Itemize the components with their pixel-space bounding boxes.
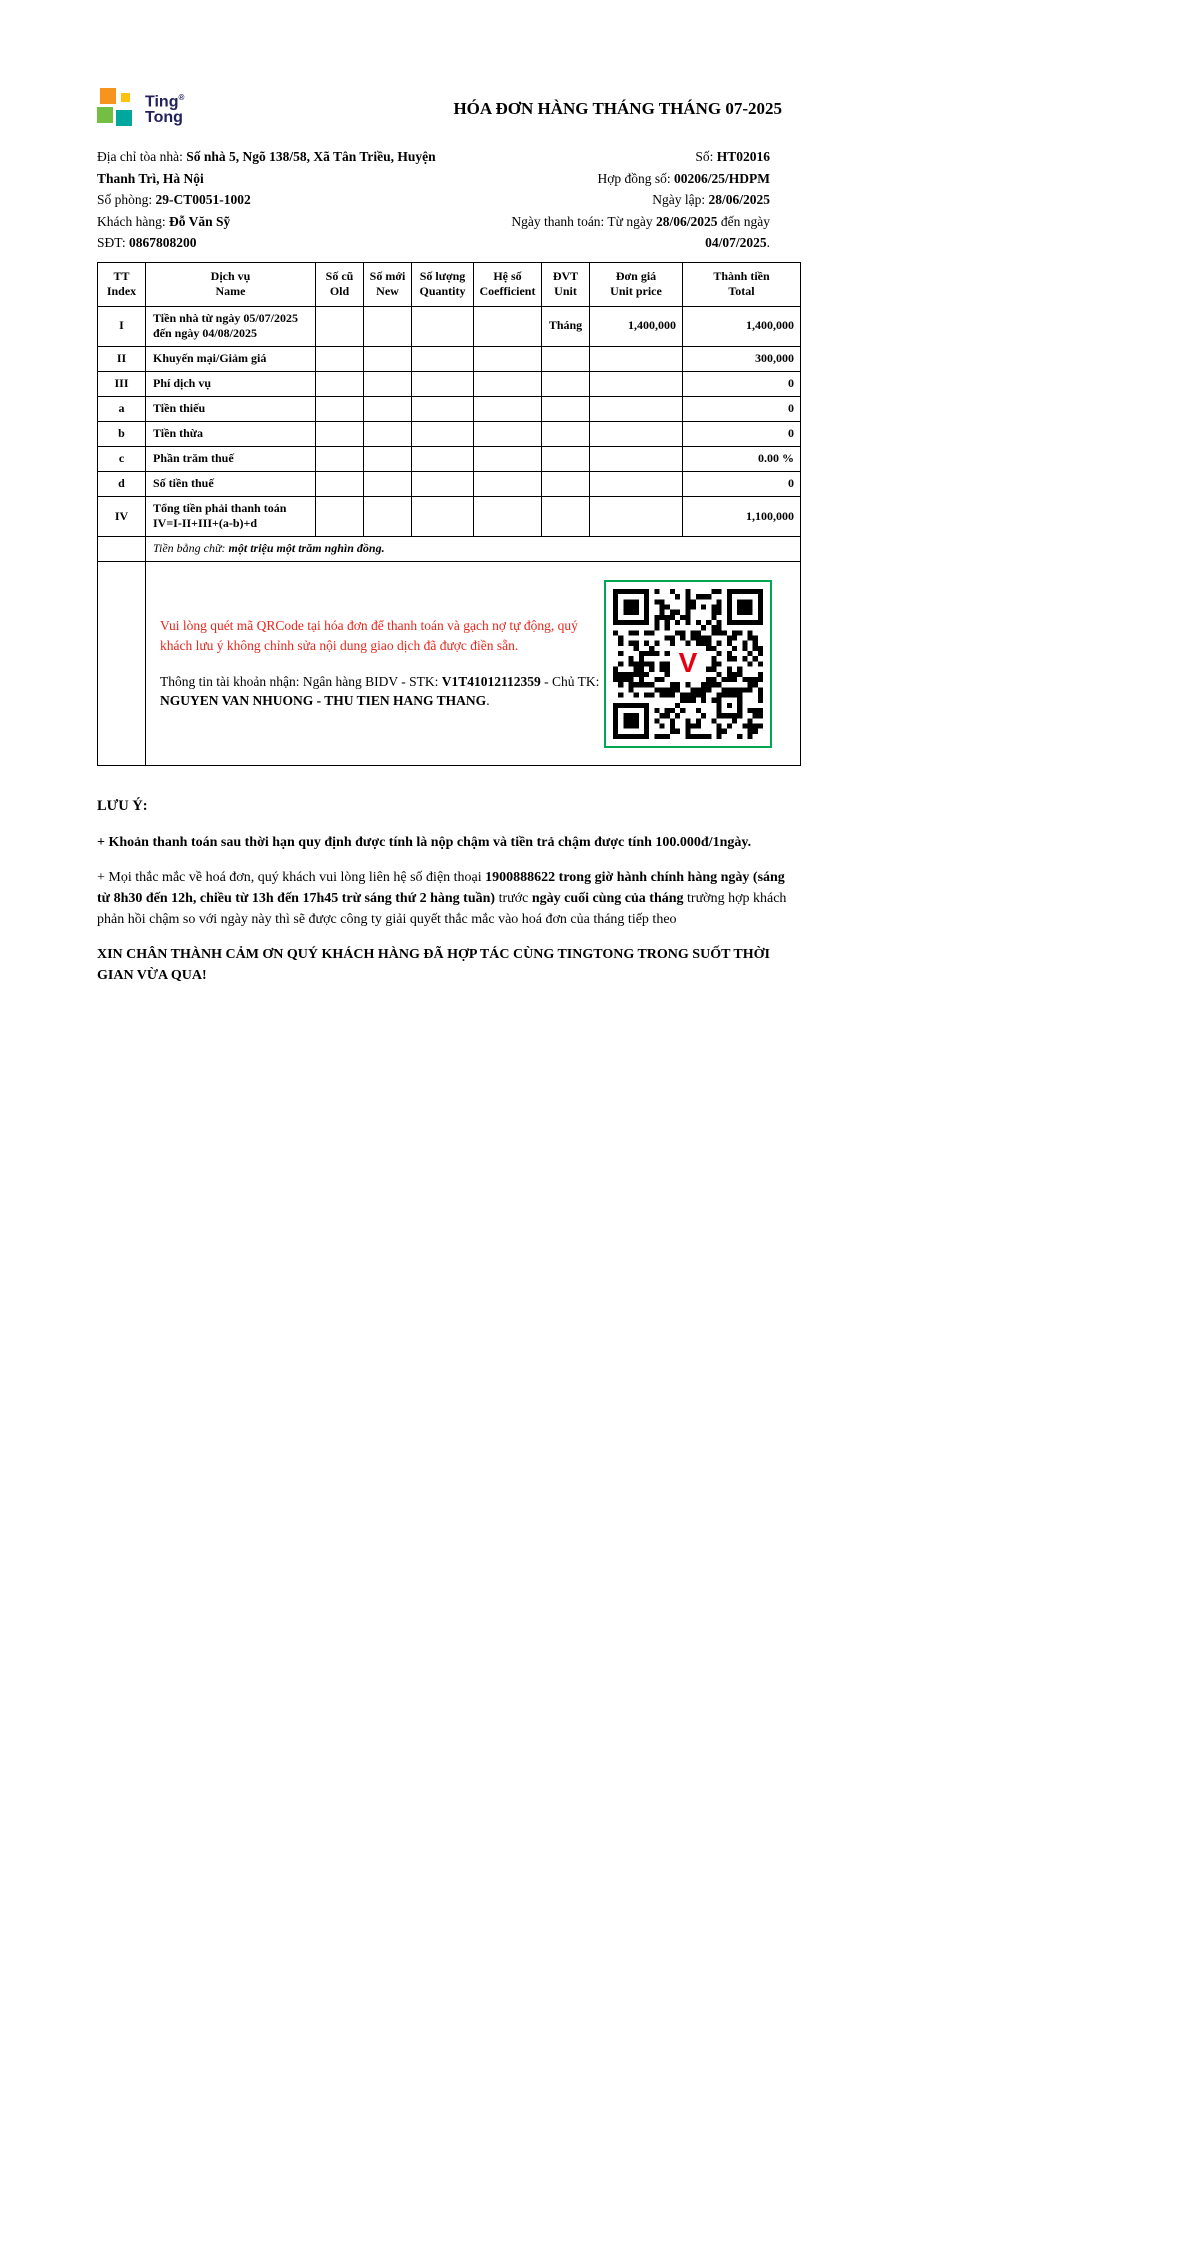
cell-qty xyxy=(412,371,474,396)
qr-payment-cell xyxy=(146,562,801,766)
cell-qty xyxy=(412,446,474,471)
cell-empty-index xyxy=(98,537,146,562)
invoice-row-III xyxy=(98,371,801,396)
cell-coef xyxy=(474,421,542,446)
qr-payment-texts xyxy=(160,616,604,710)
cell-price xyxy=(590,471,683,496)
info-invoice-number: Số: HT02016 xyxy=(695,149,770,164)
page-title: HÓA ĐƠN HÀNG THÁNG THÁNG 07-2025 xyxy=(453,99,782,118)
cell-coef xyxy=(474,496,542,536)
cell-total: 0 xyxy=(683,396,801,421)
registered-mark: ® xyxy=(178,92,185,102)
cell-old xyxy=(316,371,364,396)
cell-coef xyxy=(474,471,542,496)
cell-qty xyxy=(412,496,474,536)
late-payment-note: + Khoản thanh toán sau thời hạn quy định được tính là nộp chậm và tiền trả chậm được tính 100.000đ/1ngày. xyxy=(97,834,752,850)
cell-old xyxy=(316,421,364,446)
cell-name: Số tiền thuế xyxy=(146,471,316,496)
cell-new xyxy=(364,346,412,371)
cell-new xyxy=(364,421,412,446)
invoice-row-IV xyxy=(98,496,801,536)
cell-qty xyxy=(412,396,474,421)
logo-square-yellow xyxy=(121,93,130,102)
col-header-unit: ĐVT Unit xyxy=(542,262,590,306)
col-header-unit-price: Đơn giá Unit price xyxy=(590,262,683,306)
col-header-coefficient: Hệ số Coefficient xyxy=(474,262,542,306)
invoice-header xyxy=(97,88,800,128)
cell-name: Tiền thiếu xyxy=(146,396,316,421)
header-row xyxy=(98,262,801,306)
cell-coef xyxy=(474,396,542,421)
qr-code xyxy=(604,580,772,748)
col-header-total: Thành tiền Total xyxy=(683,262,801,306)
invoice-row-b xyxy=(98,421,801,446)
cell-index: II xyxy=(98,346,146,371)
invoice-footer xyxy=(97,796,800,986)
cell-unit xyxy=(542,371,590,396)
cell-new xyxy=(364,496,412,536)
cell-unit xyxy=(542,471,590,496)
cell-index: a xyxy=(98,396,146,421)
cell-price xyxy=(590,421,683,446)
cell-qty xyxy=(412,346,474,371)
bank-account-info: Thông tin tài khoản nhận: Ngân hàng BIDV - STK: V1T41012112359 - Chủ TK: NGUYEN VAN NHUONG - THU TIEN HANG THANG. xyxy=(160,673,600,709)
qr-instruction-note: Vui lòng quét mã QRCode tại hóa đơn để thanh toán và gạch nợ tự động, quý khách lưu ý không chỉnh sửa nội dung giao dịch đã được điền sẵn. xyxy=(160,618,578,653)
cell-coef xyxy=(474,371,542,396)
cell-new xyxy=(364,371,412,396)
info-room-number: Số phòng: 29-CT0051-1002 xyxy=(97,192,251,207)
cell-unit xyxy=(542,446,590,471)
amount-in-words-cell xyxy=(146,537,801,562)
cell-total: 0 xyxy=(683,471,801,496)
col-header-index: TT Index xyxy=(98,262,146,306)
invoice-info xyxy=(97,146,800,254)
col-header-old-reading: Số cũ Old xyxy=(316,262,364,306)
cell-name: Tổng tiền phải thanh toán IV=I-II+III+(a-b)+d xyxy=(146,496,316,536)
col-header-service: Dịch vụ Name xyxy=(146,262,316,306)
tingtong-logo-text: Ting® Tong xyxy=(145,92,185,127)
invoice-row-d xyxy=(98,471,801,496)
invoice-table-head xyxy=(98,262,801,306)
invoice-table xyxy=(97,262,801,767)
cell-price xyxy=(590,446,683,471)
cell-qty xyxy=(412,421,474,446)
col-header-new-reading: Số mới New xyxy=(364,262,412,306)
cell-price xyxy=(590,496,683,536)
invoice-content xyxy=(97,88,800,986)
cell-unit xyxy=(542,396,590,421)
cell-name: Phí dịch vụ xyxy=(146,371,316,396)
cell-qty xyxy=(412,306,474,346)
cell-unit xyxy=(542,496,590,536)
cell-new xyxy=(364,446,412,471)
cell-name: Tiền thừa xyxy=(146,421,316,446)
logo-square-green xyxy=(97,107,113,123)
cell-price xyxy=(590,396,683,421)
cell-total: 300,000 xyxy=(683,346,801,371)
invoice-row-a xyxy=(98,396,801,421)
info-phone: SĐT: 0867808200 xyxy=(97,235,197,250)
cell-index: III xyxy=(98,371,146,396)
cell-qty xyxy=(412,471,474,496)
hotline-note: + Mọi thắc mắc về hoá đơn, quý khách vui lòng liên hệ số điện thoại 1900888622 trong giờ hành chính hàng ngày (sáng từ 8h30 đến 12h, chiều từ 13h đến 17h45 trừ sáng thứ 2 hàng tuần) trước ngày cuối cùng của tháng trường hợp khách phản hồi chậm so với ngày này thì sẽ được công ty giải quyết thắc mắc vào hoá đơn của tháng tiếp theo xyxy=(97,869,787,927)
cell-index: IV xyxy=(98,496,146,536)
cell-old xyxy=(316,446,364,471)
invoice-row-II xyxy=(98,346,801,371)
cell-price xyxy=(590,371,683,396)
invoice-table-extra xyxy=(98,537,801,766)
cell-total: 0 xyxy=(683,371,801,396)
cell-index: d xyxy=(98,471,146,496)
thank-you-note: XIN CHÂN THÀNH CẢM ƠN QUÝ KHÁCH HÀNG ĐÃ HỢP TÁC CÙNG TINGTONG TRONG SUỐT THỜI GIAN VỪA QUA! xyxy=(97,946,770,983)
cell-old xyxy=(316,346,364,371)
cell-name: Khuyến mại/Giảm giá xyxy=(146,346,316,371)
info-payment-period: Ngày thanh toán: Từ ngày 28/06/2025 đến ngày 04/07/2025. xyxy=(511,213,770,250)
notes-heading: LƯU Ý: xyxy=(97,798,148,815)
cell-name: Phần trăm thuế xyxy=(146,446,316,471)
invoice-row-I xyxy=(98,306,801,346)
cell-old xyxy=(316,496,364,536)
amount-in-words-label: Tiền bằng chữ: xyxy=(153,541,229,556)
cell-coef xyxy=(474,306,542,346)
cell-unit xyxy=(542,346,590,371)
invoice-row-c xyxy=(98,446,801,471)
cell-new xyxy=(364,471,412,496)
cell-coef xyxy=(474,446,542,471)
cell-price: 1,400,000 xyxy=(590,306,683,346)
qr-row xyxy=(98,562,801,766)
info-contract-number: Hợp đồng số: 00206/25/HDPM xyxy=(597,170,770,186)
col-header-quantity: Số lượng Quantity xyxy=(412,262,474,306)
customer-info xyxy=(97,146,455,254)
cell-total: 0 xyxy=(683,421,801,446)
info-issue-date: Ngày lập: 28/06/2025 xyxy=(652,192,770,207)
cell-unit: Tháng xyxy=(542,306,590,346)
cell-total: 1,400,000 xyxy=(683,306,801,346)
cell-old xyxy=(316,306,364,346)
info-building-address: Địa chỉ tòa nhà: Số nhà 5, Ngõ 138/58, Xã Tân Triều, Huyện Thanh Trì, Hà Nội xyxy=(97,149,436,186)
info-customer-name: Khách hàng: Đỗ Văn Sỹ xyxy=(97,213,231,229)
cell-empty-index xyxy=(98,562,146,766)
cell-index: c xyxy=(98,446,146,471)
cell-unit xyxy=(542,421,590,446)
cell-old xyxy=(316,396,364,421)
cell-name: Tiền nhà từ ngày 05/07/2025 đến ngày 04/08/2025 xyxy=(146,306,316,346)
cell-new xyxy=(364,396,412,421)
invoice-meta xyxy=(455,146,800,254)
cell-old xyxy=(316,471,364,496)
amount-in-words-row xyxy=(98,537,801,562)
cell-price xyxy=(590,346,683,371)
tingtong-logo xyxy=(97,88,184,128)
tingtong-logo-icon xyxy=(97,88,137,128)
cell-index: b xyxy=(98,421,146,446)
logo-square-teal xyxy=(116,110,132,126)
cell-total: 1,100,000 xyxy=(683,496,801,536)
cell-index: I xyxy=(98,306,146,346)
invoice-table-body xyxy=(98,306,801,536)
logo-square-orange xyxy=(100,88,116,104)
cell-coef xyxy=(474,346,542,371)
amount-in-words-value: một triệu một trăm nghìn đồng. xyxy=(228,541,385,556)
qr-center-logo: V xyxy=(671,647,705,681)
cell-new xyxy=(364,306,412,346)
cell-total: 0.00 % xyxy=(683,446,801,471)
